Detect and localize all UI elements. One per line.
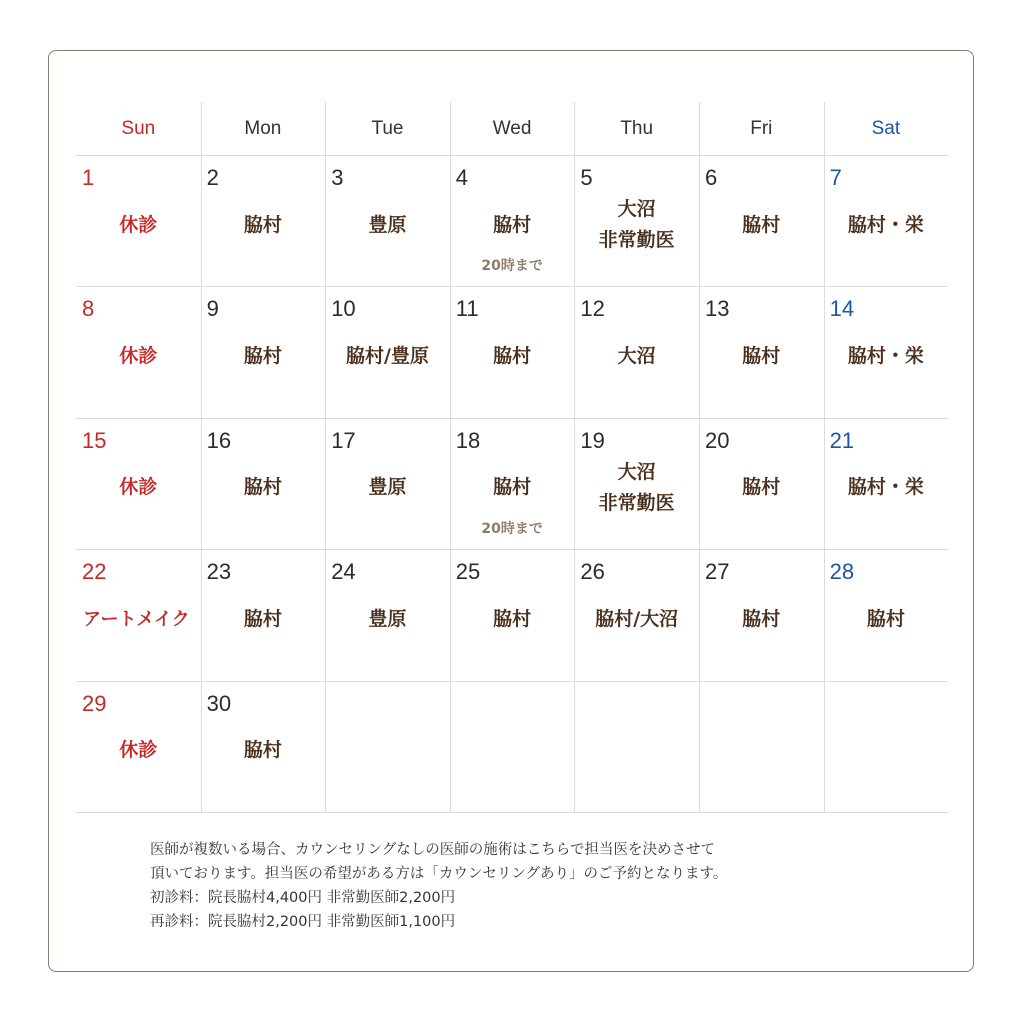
day-number: 3: [331, 165, 344, 190]
weekday-header-wed: Wed: [492, 117, 532, 139]
day-cell-14: [824, 286, 949, 417]
day-number: 23: [206, 559, 232, 585]
doctor-schedule: 脇村: [243, 213, 282, 236]
doctor-schedule: [699, 721, 824, 781]
day-cell-25: [450, 549, 575, 680]
day-cell-4: [450, 155, 575, 286]
doctor-schedule: 脇村: [493, 213, 532, 236]
doctor-schedule: 豊原: [368, 213, 407, 236]
day-cell-2: [201, 155, 326, 286]
day-cell-9: [201, 286, 326, 417]
doctor-schedule: 脇村・栄: [847, 476, 924, 499]
day-number: 15: [82, 427, 107, 453]
empty-day-cell: [325, 681, 450, 812]
day-cell-10: [325, 286, 450, 417]
day-cell-19: [574, 418, 699, 549]
day-number: 4: [455, 165, 469, 190]
footer-line-3: 初診料：院長脇村4,400円 非常勤医師2,200円: [150, 890, 456, 906]
footer-notes: [150, 838, 890, 934]
day-cell-22: [76, 549, 201, 680]
day-number: 16: [206, 427, 232, 453]
day-cell-21: [824, 418, 949, 549]
doctor-schedule: 脇村: [493, 476, 532, 499]
doctor-schedule: 脇村: [243, 739, 282, 762]
footer-line-2: 頂いております。担当医の希望がある方は「カウンセリングあり」のご予約となります。: [150, 866, 728, 882]
day-cell-6: [699, 155, 824, 286]
day-cell-24: [325, 549, 450, 680]
doctor-schedule: 脇村・栄: [847, 213, 924, 236]
doctor-schedule: 休診: [119, 344, 158, 367]
doctor-schedule: 脇村: [493, 607, 532, 630]
doctor-schedule: 脇村: [493, 344, 532, 367]
day-number: 2: [206, 165, 219, 190]
doctor-schedule: 脇村/大沼: [595, 607, 679, 630]
day-cell-18: [450, 418, 575, 549]
doctor-schedule: 大沼: [617, 344, 656, 367]
day-number: 7: [829, 165, 842, 190]
grid-divider-horizontal: [76, 812, 948, 813]
day-cell-3: [325, 155, 450, 286]
day-number: 19: [580, 427, 605, 453]
doctor-schedule: 休診: [119, 739, 158, 762]
day-number: 20: [705, 427, 730, 453]
day-number: 30: [206, 690, 232, 716]
weekday-header-mon: Mon: [244, 117, 282, 139]
day-cell-30: [201, 681, 326, 812]
day-cell-16: [201, 418, 326, 549]
doctor-schedule: [325, 721, 450, 781]
day-cell-13: [699, 286, 824, 417]
weekday-header-tue: Tue: [371, 117, 404, 139]
footer-line-1: 医師が複数いる場合、カウンセリングなしの医師の施術はこちらで担当医を決めさせて: [150, 842, 716, 858]
day-number: 21: [829, 427, 855, 453]
weekday-header-sat: Sat: [871, 117, 901, 139]
day-cell-8: [76, 286, 201, 417]
doctor-schedule: アートメイク: [83, 608, 190, 630]
footer-line-4: 再診料：院長脇村2,200円 非常勤医師1,100円: [150, 914, 456, 930]
day-cell-12: [574, 286, 699, 417]
doctor-schedule: 豊原: [368, 607, 407, 630]
day-cell-23: [201, 549, 326, 680]
day-cell-28: [824, 549, 949, 680]
weekday-header-sun: Sun: [121, 117, 156, 139]
doctor-schedule: 休診: [119, 213, 158, 236]
weekday-header-fri: Fri: [750, 117, 773, 139]
day-number: 27: [705, 559, 730, 585]
day-cell-26: [574, 549, 699, 680]
doctor-schedule: 脇村: [243, 476, 282, 499]
day-cell-11: [450, 286, 575, 417]
day-number: 17: [331, 427, 356, 453]
hours-note: 20時まで: [481, 258, 543, 274]
doctor-schedule: [450, 721, 575, 781]
day-cell-15: [76, 418, 201, 549]
day-number: 18: [455, 427, 481, 453]
doctor-schedule: 大沼 非常勤医: [598, 198, 675, 251]
day-number: 12: [580, 296, 605, 322]
doctor-schedule: [574, 721, 699, 781]
doctor-schedule: 豊原: [368, 476, 407, 499]
day-number: 11: [455, 296, 479, 322]
doctor-schedule: 脇村: [742, 476, 781, 499]
doctor-schedule: 脇村: [742, 344, 781, 367]
doctor-schedule: 脇村: [243, 344, 282, 367]
day-number: 29: [82, 690, 107, 716]
day-number: 28: [829, 559, 855, 585]
day-number: 14: [829, 296, 855, 322]
day-cell-7: [824, 155, 949, 286]
doctor-schedule: 脇村: [866, 607, 905, 630]
day-number: 26: [580, 559, 605, 585]
doctor-schedule: 脇村: [742, 213, 781, 236]
empty-day-cell: [450, 681, 575, 812]
empty-day-cell: [824, 681, 949, 812]
day-cell-5: [574, 155, 699, 286]
day-cell-20: [699, 418, 824, 549]
day-number: 9: [206, 296, 219, 322]
day-number: 8: [82, 296, 95, 322]
day-cell-17: [325, 418, 450, 549]
day-number: 24: [331, 559, 356, 585]
day-number: 5: [580, 165, 593, 190]
doctor-schedule: 脇村/豊原: [346, 344, 429, 367]
empty-day-cell: [699, 681, 824, 812]
day-number: 10: [331, 296, 356, 322]
day-cell-29: [76, 681, 201, 812]
day-number: 25: [455, 559, 481, 585]
day-number: 6: [705, 165, 718, 190]
doctor-schedule: 脇村: [742, 607, 781, 630]
doctor-schedule: 脇村: [243, 607, 282, 630]
hours-note: 20時まで: [481, 520, 543, 537]
doctor-schedule: [824, 721, 949, 781]
doctor-schedule: 脇村・栄: [847, 344, 924, 367]
doctor-schedule: 休診: [119, 476, 158, 499]
weekday-header-thu: Thu: [620, 117, 654, 139]
doctor-schedule: 大沼 非常勤医: [598, 460, 675, 514]
day-number: 1: [82, 165, 95, 190]
day-cell-27: [699, 549, 824, 680]
empty-day-cell: [574, 681, 699, 812]
day-number: 22: [82, 559, 107, 585]
day-number: 13: [705, 296, 730, 322]
day-cell-1: [76, 155, 201, 286]
